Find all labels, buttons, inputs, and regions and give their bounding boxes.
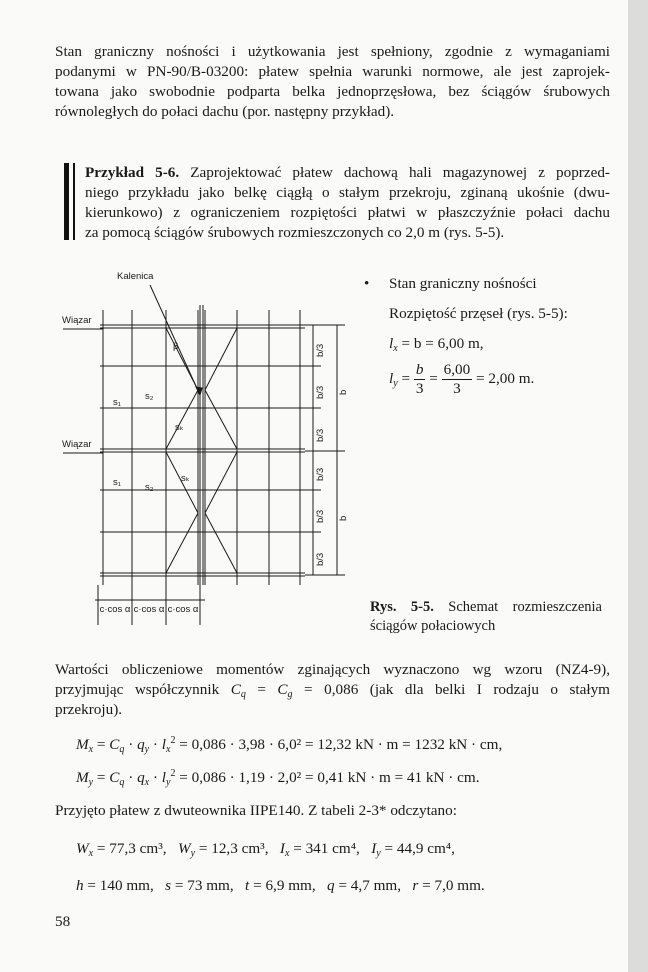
kalenica-label: Kalenica <box>117 271 154 282</box>
s1-label: s₁ <box>113 477 121 488</box>
ibeam-symbol: I <box>249 802 255 819</box>
diagonal-tie <box>205 452 237 513</box>
lx-value: = b = 6,00 m, <box>401 335 484 352</box>
dimension-label: b <box>338 515 349 521</box>
diagram-drawing <box>55 265 360 635</box>
wiazar-label: Wiązar <box>62 315 92 326</box>
sk-label: sₖ <box>181 473 190 484</box>
example-marker-line <box>73 163 75 240</box>
intro-line: towana jako swobodnie podparta belka jednoprzęsłowa, bez ściągów śrubowych <box>55 83 610 100</box>
my-value: = 0,086 · 1,19 · 2,0² = 0,41 kN · m = 41 kN · cm. <box>175 769 480 786</box>
section-dimensions: h = 140 mm, s = 73 mm, t = 6,9 mm, q = 4,7 mm, r = 7,0 mm. <box>76 877 485 894</box>
t-value: = 6,9 mm, <box>253 877 316 894</box>
page-edge-shadow <box>628 0 648 972</box>
coef-tail: = 0,086 (jak dla belki I rodzaju o stałym <box>292 681 610 698</box>
caption-line <box>370 598 602 617</box>
fraction-numerator: b <box>415 361 424 378</box>
dimension-label: b/3 <box>315 509 326 523</box>
diagonal-tie <box>205 390 237 449</box>
fraction-denominator: 3 <box>453 380 461 397</box>
fraction-numerator: 6,00 <box>443 361 471 378</box>
page-number: 58 <box>55 913 71 930</box>
wx-value: = 77,3 cm³, <box>96 840 167 857</box>
s2-label: s₂ <box>145 482 154 493</box>
wy-value: = 12,3 cm³, <box>198 840 269 857</box>
profile-name: IPE140 <box>254 802 301 819</box>
span-label: Rozpiętość przęseł (rys. 5-5): <box>389 305 568 322</box>
fraction <box>442 361 473 398</box>
my-equation: $M_y = C_q \cdot q_x \cdot l_y^2 = 0,086 \cdot 1,19 \cdot 2,0^2 = 0,41$ kN · m = 41 kN · cm. <box>76 768 480 788</box>
intro-line: Stan graniczny nośności i użytkowania jest spełniony, zgodnie z wymaganiami <box>55 43 610 60</box>
r-value: = 7,0 mm. <box>422 877 485 894</box>
caption-line: ściągów połaciowych <box>370 618 496 634</box>
caption-text: Schemat rozmieszczenia <box>448 599 602 615</box>
moments-paragraph <box>55 660 610 720</box>
moments-line: przyjmując współczynnik $C_q = C_g = 0,086$ (jak dla belki I rodzaju o stałym <box>55 681 610 700</box>
bullet-icon: • <box>364 275 370 292</box>
section-intro-tail: . Z tabeli 2-3* odczytano: <box>300 802 457 819</box>
lx-equation: $l_x = b = 6,00$ m, <box>389 335 484 354</box>
dimension-label: b/3 <box>315 343 326 357</box>
example-first-line: Zaprojektować płatew dachową hali magazynowej z poprzed- <box>179 164 610 181</box>
caption-label: Rys. 5-5. <box>370 599 434 615</box>
kalenica-leader <box>150 285 200 395</box>
s-value: = 73 mm, <box>174 877 234 894</box>
intro-paragraph <box>55 42 610 122</box>
ly-equation: $l_y$ = $\frac{b}{3}$ = $\frac{6,00}{3}$ = 2,00 m. <box>389 361 535 397</box>
example-heading: Przykład 5-6. <box>85 164 180 181</box>
section-intro-text: Przyjęto płatew z dwuteownika <box>55 802 250 819</box>
section-properties: $W_x = 77,3$ cm³, $W_y = 12,3$ cm³, $I_x = 341$ cm⁴, $I_y = 44,9$ cm⁴, <box>76 840 455 859</box>
intro-line: równoległych do połaci dachu (por. następny przykład). <box>55 103 395 120</box>
bullet-title: Stan graniczny nośności <box>389 275 537 292</box>
dimension-label: b/3 <box>315 428 326 442</box>
dimension-label: b <box>338 389 349 395</box>
s2-label: s₂ <box>145 391 154 402</box>
example-paragraph <box>85 163 610 243</box>
example-line: kierunkowo) z ograniczeniem rozpiętości płatwi w płaszczyźnie połaci dachu <box>85 204 610 221</box>
dimension-label: b/3 <box>315 552 326 566</box>
dimension-label: b/3 <box>315 385 326 399</box>
diagonal-tie <box>166 390 198 449</box>
diagonal-tie <box>205 513 237 573</box>
diagonal-tie <box>205 328 237 390</box>
moments-line: Wartości obliczeniowe momentów zginających wyznaczono wg wzoru (NZ4-9), <box>55 661 610 678</box>
s1-label: s₁ <box>113 397 121 408</box>
ly-value: = 2,00 m. <box>476 369 535 387</box>
sk-label: sₖ <box>175 422 184 433</box>
h-value: = 140 mm, <box>87 877 154 894</box>
example-line: niego przykładu jako belkę ciągłą o stałym przekroju, zginaną ukośnie (dwu- <box>85 184 610 201</box>
dimension-label: b/3 <box>315 467 326 481</box>
fraction <box>414 361 426 398</box>
bottom-dimension-label: c·cos α <box>167 604 199 615</box>
example-line <box>85 163 610 183</box>
brace-layout-diagram <box>55 265 360 635</box>
q-value: = 4,7 mm, <box>338 877 402 894</box>
intro-line: podanymi w PN-90/B-03200: płatew spełnia warunki normowe, ale jest zaprojek- <box>55 63 610 80</box>
wiazar-label: Wiązar <box>62 439 92 450</box>
section-intro <box>55 801 457 821</box>
bottom-dimension-label: c·cos α <box>99 604 131 615</box>
mx-equation: $M_x = C_q \cdot q_y \cdot l_x^2 = 0,086 \cdot 3,98 \cdot 6,0^2 = 12,32$ kN · m = 1232 kN · cm, <box>76 735 503 755</box>
figure-caption <box>370 598 602 636</box>
mx-value: = 0,086 · 3,98 · 6,0² = 12,32 kN · m = 1232 kN · cm, <box>175 736 503 753</box>
fraction-denominator: 3 <box>415 380 424 397</box>
coef-intro: przyjmując współczynnik <box>55 681 220 698</box>
moments-line: przekroju). <box>55 701 123 718</box>
example-line: za pomocą ściągów śrubowych rozmieszczonych co 2,0 m (rys. 5-5). <box>85 224 505 241</box>
beta-label: β <box>173 341 179 352</box>
ix-value: = 341 cm⁴, <box>293 840 360 857</box>
example-marker-bar <box>64 163 69 240</box>
diagonal-tie <box>166 513 198 573</box>
iy-value: = 44,9 cm⁴, <box>384 840 455 857</box>
bottom-dimension-label: c·cos α <box>133 604 165 615</box>
